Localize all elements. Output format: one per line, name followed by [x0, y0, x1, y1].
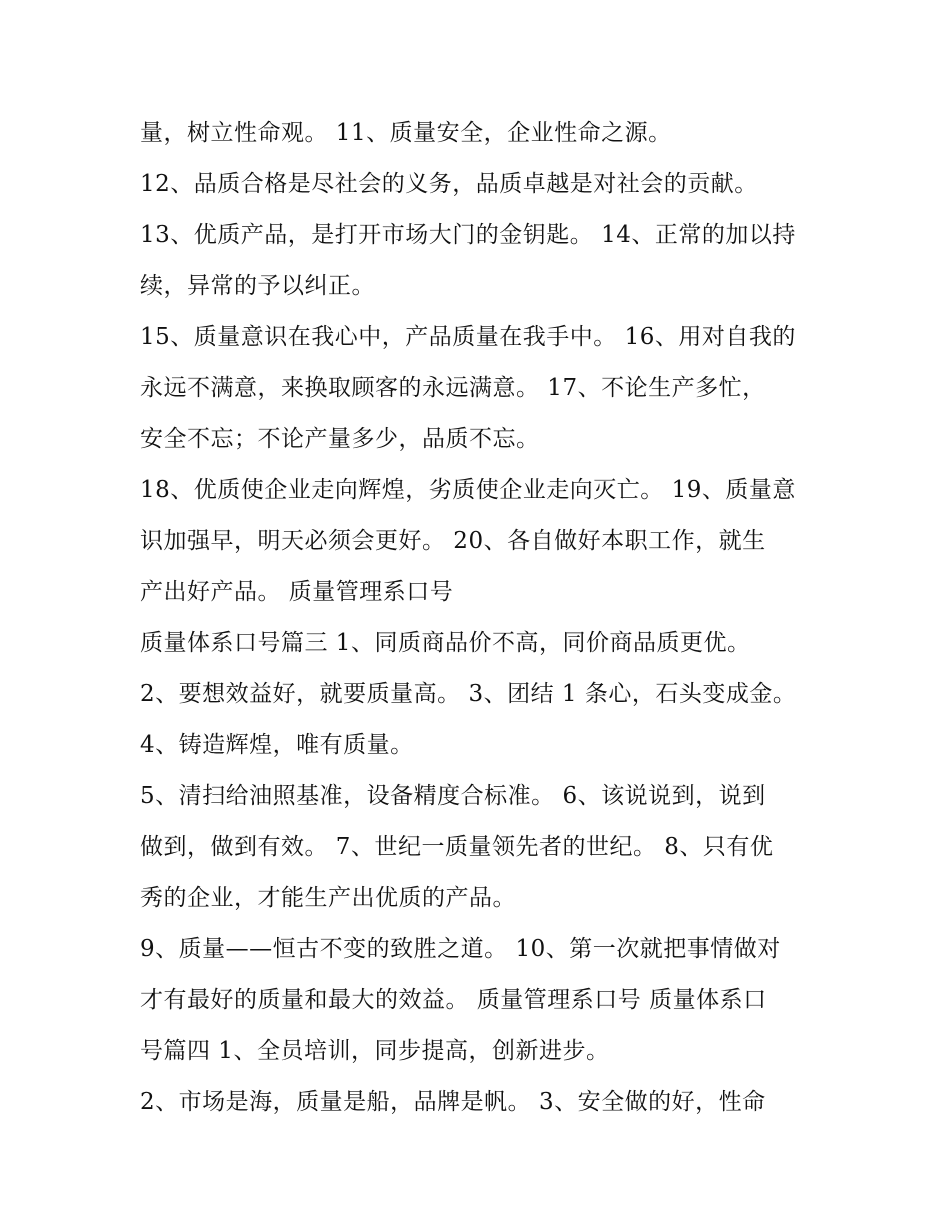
text-line: 2、市场是海，质量是船，品牌是帆。 3、安全做的好，性命 — [140, 1089, 766, 1115]
text-line: 才有最好的质量和最大的效益。 质量管理系口号 质量体系口 — [140, 987, 767, 1013]
text-line: 安全不忘；不论产量多少，品质不忘。 — [140, 426, 540, 452]
text-line: 永远不满意，来换取顾客的永远满意。 17、不论生产多忙， — [140, 375, 766, 401]
text-line: 产出好产品。 质量管理系口号 — [140, 579, 454, 605]
text-line: 18、优质使企业走向辉煌，劣质使企业走向灭亡。 19、质量意 — [140, 477, 796, 503]
text-line: 13、优质产品，是打开市场大门的金钥匙。 14、正常的加以持 — [140, 222, 796, 248]
text-line: 识加强早，明天必须会更好。 20、各自做好本职工作，就生 — [140, 528, 766, 554]
text-line: 量，树立性命观。 11、质量安全，企业性命之源。 — [140, 120, 672, 146]
text-line: 质量体系口号篇三 1、同质商品价不高，同价商品质更优。 — [140, 630, 751, 656]
text-line: 12、品质合格是尽社会的义务，品质卓越是对社会的贡献。 — [140, 171, 758, 197]
text-line: 2、要想效益好，就要质量高。 3、团结 1 条心，石头变成金。 — [140, 681, 797, 707]
text-line: 秀的企业，才能生产出优质的产品。 — [140, 885, 516, 911]
text-line: 4、铸造辉煌，唯有质量。 — [140, 732, 414, 758]
text-line: 续，异常的予以纠正。 — [140, 273, 375, 299]
text-line: 号篇四 1、全员培训，同步提高，创新进步。 — [140, 1038, 610, 1064]
text-line: 15、质量意识在我心中，产品质量在我手中。 16、用对自我的 — [140, 324, 796, 350]
text-line: 9、质量——恒古不变的致胜之道。 10、第一次就把事情做对 — [140, 936, 781, 962]
document-body — [140, 108, 830, 1128]
text-line: 做到，做到有效。 7、世纪一质量领先者的世纪。 8、只有优 — [140, 834, 774, 860]
text-line: 5、清扫给油照基准，设备精度合标准。 6、该说说到，说到 — [140, 783, 766, 809]
